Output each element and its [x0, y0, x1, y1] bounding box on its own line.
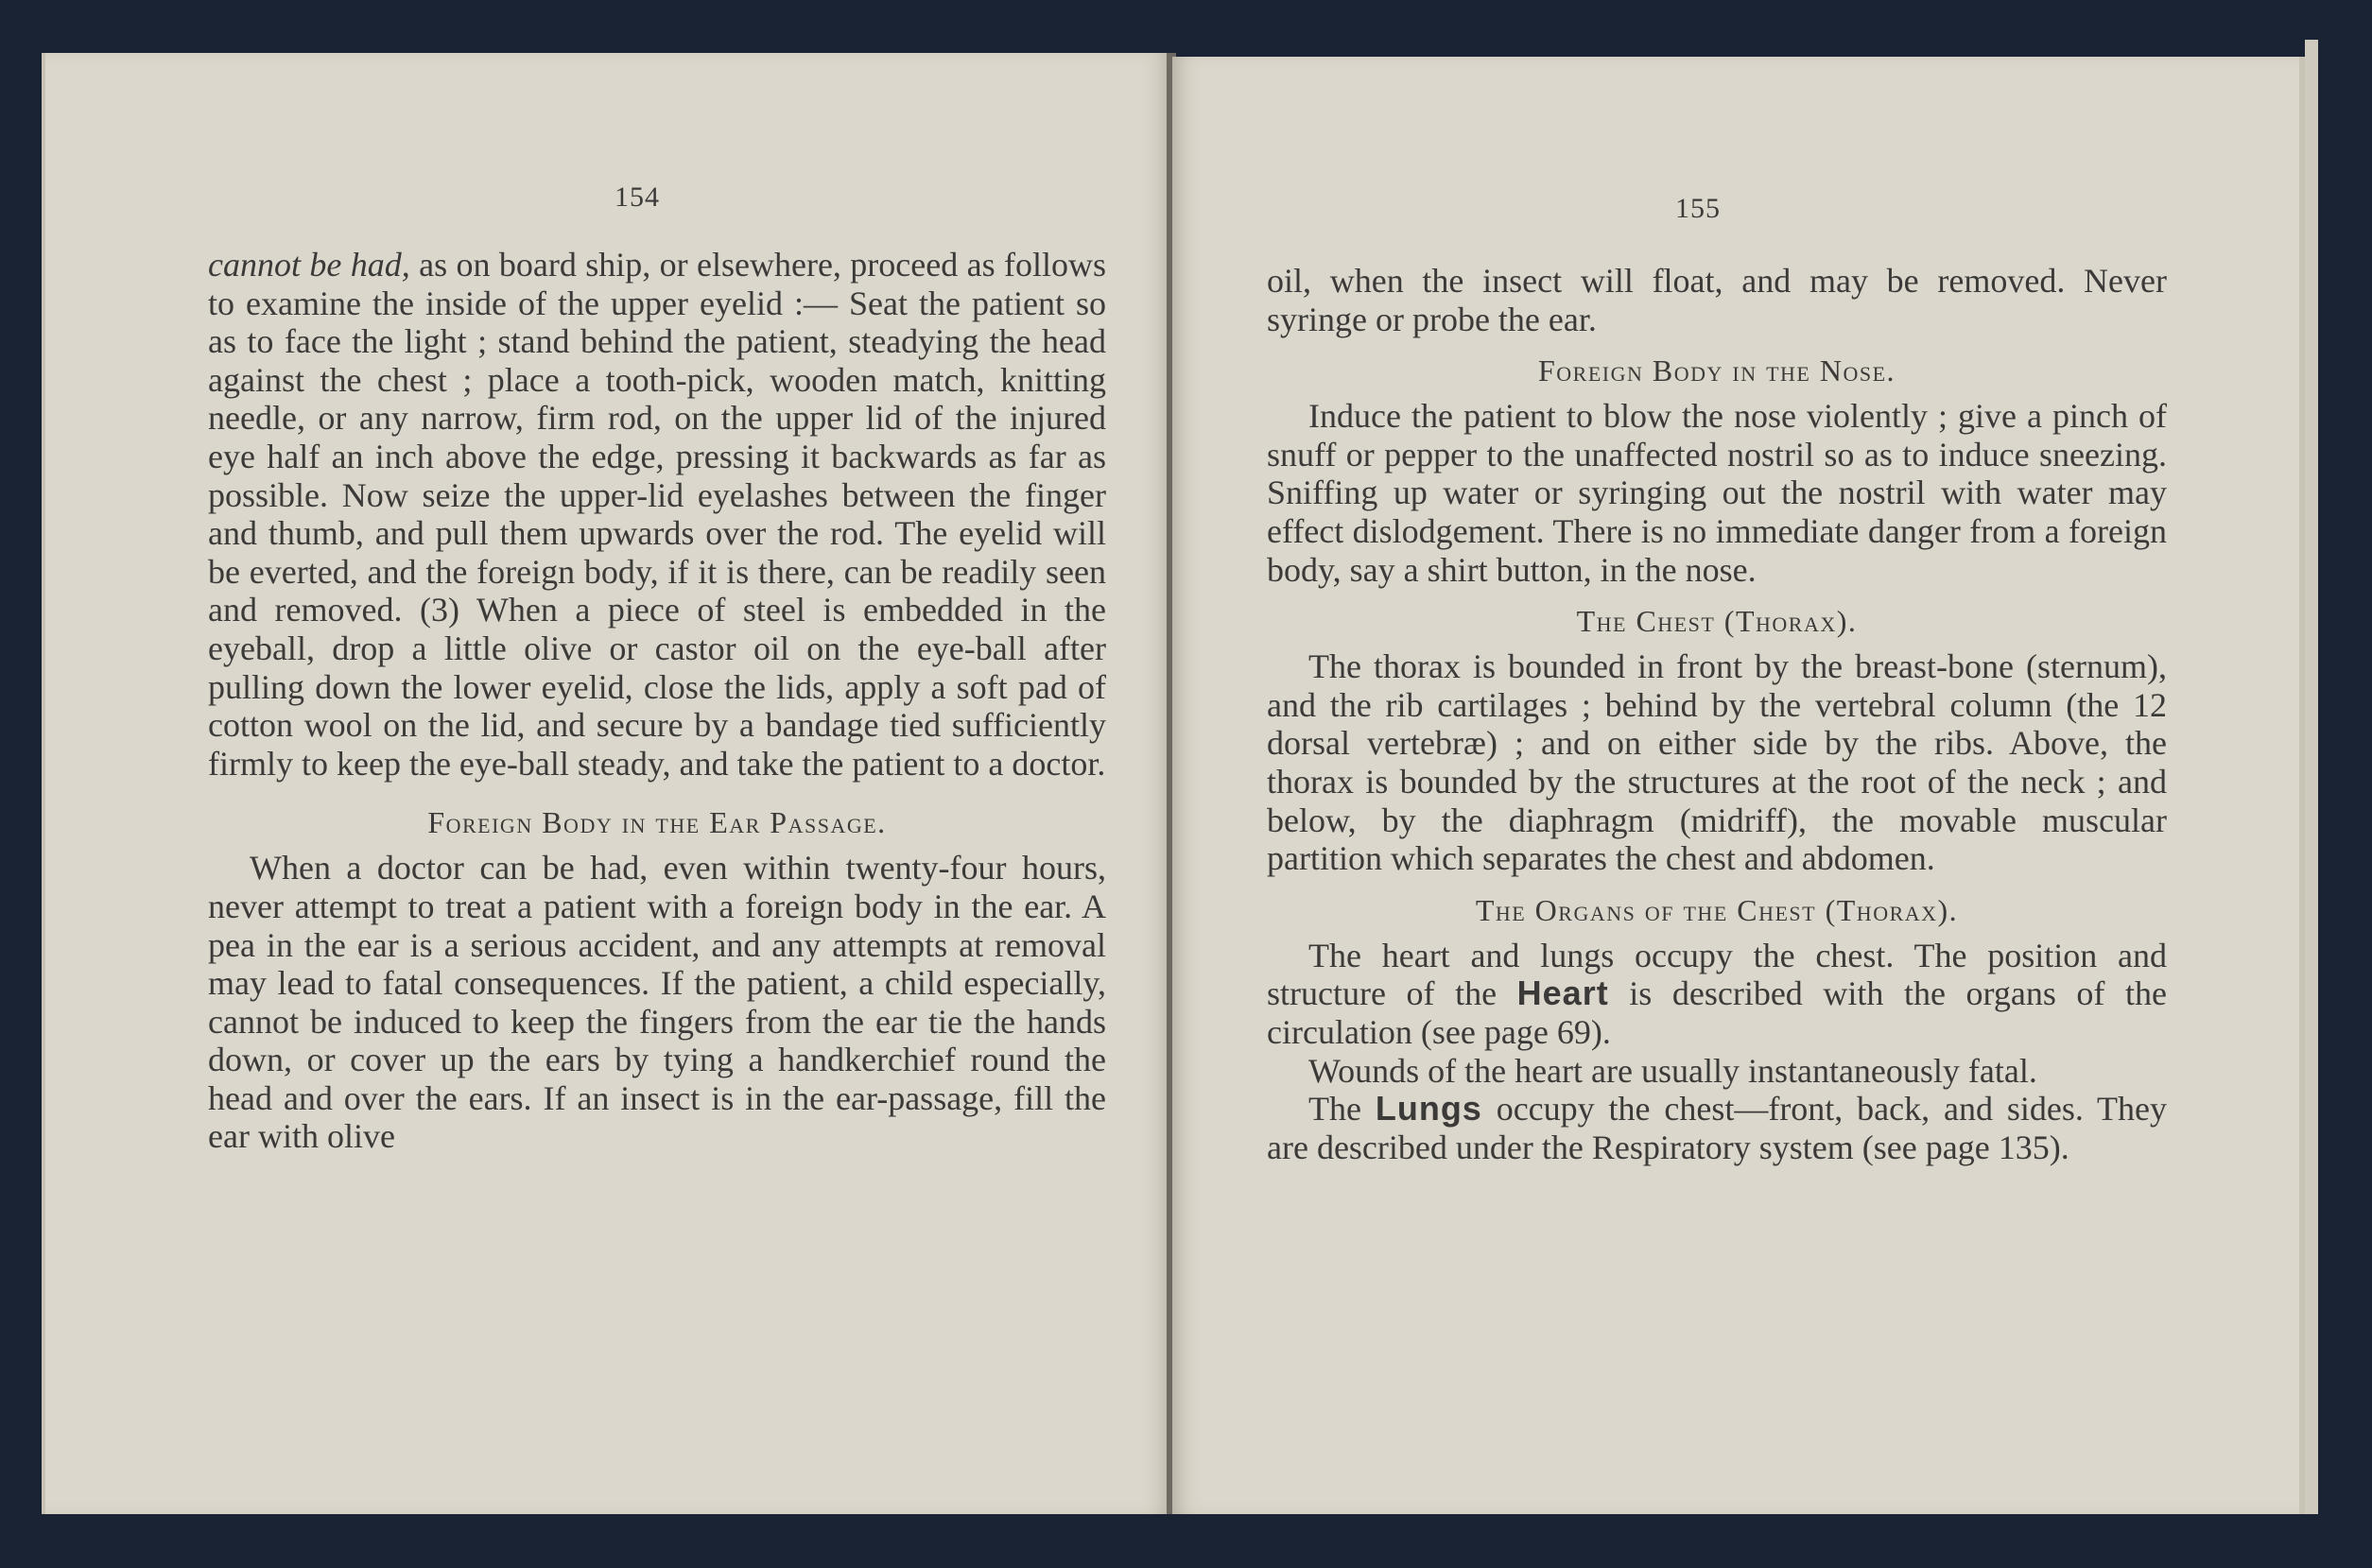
- paragraph-text: as on board ship, or elsewhere, proceed as follows to examine the inside of the upper eyelid :— Seat the patient so as to face the light ; stand behind the patient, steadying the head against the chest ; place a tooth-pick, wooden match, knitting needle, or any narrow, firm rod, on the upper lid of the injured eye half an inch above the edge, pressing it backwards as far as possible. Now seize the upper-lid eyelashes between the finger and thumb, and pull them upwards over the rod. The eyelid will be everted, and the foreign body, if it is there, can be readily seen and removed. (3) When a piece of steel is embedded in the eyeball, drop a little olive or castor oil on the eye-ball after pulling down the lower eyelid, close the lids, apply a soft pad of cotton wool on the lid, and secure by a bandage tied sufficiently firmly to keep the eye-ball steady, and take the patient to a doctor.: [208, 246, 1106, 783]
- bold-term: Lungs: [1375, 1089, 1482, 1129]
- paragraph: Induce the patient to blow the nose violently ; give a pinch of snuff or pepper to the unaffected nostril so as to induce sneezing. Sniffing up water or syringing out the nostril with water may effect dislodgement. There is no immediate danger from a foreign body, say a shirt button, in the nose.: [1267, 397, 2167, 589]
- left-page: [42, 53, 1170, 1514]
- paragraph: [1267, 937, 2167, 1052]
- paragraph: oil, when the insect will float, and may be removed. Never syringe or probe the ear.: [1267, 262, 2167, 338]
- paragraph-text: occupy the chest—front, back, and sides. They are described under the Respiratory system (see page 135).: [1267, 1090, 2168, 1166]
- page-number-right: 155: [1675, 193, 1721, 224]
- paragraph: The thorax is bounded in front by the breast-bone (sternum), and the rib cartilages ; behind by the vertebral column (the 12 dorsal vertebræ) ; and on either side by the ribs. Above, the thorax is bounded by the structures at the root of the neck ; and below, by the diaphragm (midriff), the movable muscular partition which separates the chest and abdomen.: [1267, 647, 2167, 878]
- right-page: [1172, 57, 2305, 1514]
- page-stack-edge: [2305, 40, 2318, 1514]
- paragraph-text: The: [1308, 1090, 1376, 1129]
- paragraph: [1267, 1090, 2167, 1166]
- bold-term: Heart: [1516, 974, 1609, 1013]
- section-heading: The Organs of the Chest (Thorax).: [1475, 892, 1959, 927]
- paragraph: When a doctor can be had, even within twenty-four hours, never attempt to treat a patient with a foreign body in the ear. A pea in the ear is a serious accident, and any attempts at removal may lead to fatal consequences. If the patient, a child especially, cannot be induced to keep the fingers from the ear tie the hands down, or cover up the ears by tying a handkerchief round the head and over the ears. If an insect is in the ear-passage, fill the ear with olive: [208, 849, 1106, 1156]
- paragraph: [208, 246, 1106, 783]
- section-heading: Foreign Body in the Ear Passage.: [427, 805, 887, 840]
- right-page-body: [1267, 262, 2167, 1166]
- paragraph: Wounds of the heart are usually instantaneously fatal.: [1308, 1051, 2037, 1090]
- page-number-left: 154: [615, 181, 660, 213]
- emphasis-text: cannot be had,: [208, 246, 410, 284]
- section-heading: Foreign Body in the Nose.: [1537, 353, 1896, 388]
- paragraph-text: The heart and lungs occupy the chest. The position and structure of the: [1267, 936, 2167, 1013]
- paragraph-text: is described with the organs of the circulation (see page 69).: [1267, 974, 2167, 1051]
- section-heading: The Chest (Thorax).: [1576, 604, 1858, 639]
- left-page-body: [208, 246, 1106, 1156]
